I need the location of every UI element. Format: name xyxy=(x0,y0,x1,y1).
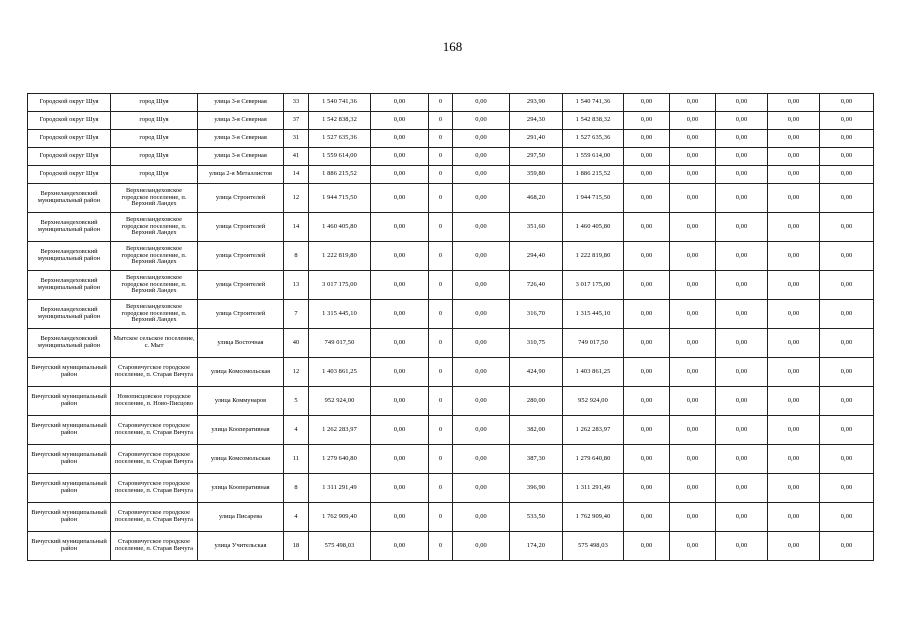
value-cell: 0,00 xyxy=(820,387,874,416)
value-cell: 0,00 xyxy=(716,271,768,300)
municipality-cell: Вичугский муниципальный район xyxy=(28,474,111,503)
value-cell: 0,00 xyxy=(624,242,670,271)
value-cell: 0,00 xyxy=(820,148,874,166)
value-cell: 0,00 xyxy=(670,300,716,329)
settlement-cell: Верхнеландеховское городское поселение, п. Верхний Ландех xyxy=(111,242,198,271)
settlement-cell: Старовичугское городское поселение, п. Старая Вичуга xyxy=(111,503,198,532)
house-number-cell: 33 xyxy=(284,94,309,112)
cost-cell: 1 559 614,00 xyxy=(563,148,624,166)
total-cost-cell: 1 279 640,80 xyxy=(309,445,371,474)
value-cell: 0,00 xyxy=(820,358,874,387)
value-cell: 0,00 xyxy=(624,532,670,561)
value-cell: 0,00 xyxy=(768,213,820,242)
value-cell: 0,00 xyxy=(820,213,874,242)
table-row xyxy=(28,148,874,166)
house-number-cell: 37 xyxy=(284,112,309,130)
house-number-cell: 4 xyxy=(284,503,309,532)
value-cell: 0,00 xyxy=(670,166,716,184)
municipality-cell: Верхнеландеховский муниципальный район xyxy=(28,213,111,242)
value-cell: 0,00 xyxy=(453,300,510,329)
cost-cell: 1 944 715,50 xyxy=(563,184,624,213)
value-cell: 0 xyxy=(429,358,453,387)
municipality-cell: Вичугский муниципальный район xyxy=(28,532,111,561)
cost-cell: 1 460 405,80 xyxy=(563,213,624,242)
table-row xyxy=(28,474,874,503)
value-cell: 0,00 xyxy=(453,358,510,387)
value-cell: 0,00 xyxy=(371,148,429,166)
municipality-cell: Городской округ Шуя xyxy=(28,166,111,184)
table-row xyxy=(28,130,874,148)
value-cell: 0,00 xyxy=(716,94,768,112)
value-cell: 0,00 xyxy=(670,532,716,561)
value-cell: 0,00 xyxy=(716,474,768,503)
table-row xyxy=(28,532,874,561)
value-cell: 0 xyxy=(429,503,453,532)
municipality-cell: Городской округ Шуя xyxy=(28,148,111,166)
value-cell: 0,00 xyxy=(371,329,429,358)
value-cell: 0,00 xyxy=(820,242,874,271)
value-cell: 0 xyxy=(429,416,453,445)
cost-cell: 3 017 175,00 xyxy=(563,271,624,300)
value-cell: 0 xyxy=(429,300,453,329)
settlement-cell: город Шуя xyxy=(111,148,198,166)
total-cost-cell: 1 762 909,40 xyxy=(309,503,371,532)
street-cell: улица Комсомольская xyxy=(198,358,284,387)
cost-cell: 1 222 819,80 xyxy=(563,242,624,271)
street-cell: улица Коммунаров xyxy=(198,387,284,416)
value-cell: 0,00 xyxy=(820,474,874,503)
total-cost-cell: 1 315 445,10 xyxy=(309,300,371,329)
value-cell: 0,00 xyxy=(371,300,429,329)
house-number-cell: 12 xyxy=(284,184,309,213)
value-cell: 0,00 xyxy=(453,184,510,213)
value-cell: 0,00 xyxy=(453,416,510,445)
value-cell: 0,00 xyxy=(453,503,510,532)
area-cell: 316,70 xyxy=(510,300,563,329)
total-cost-cell: 1 540 741,36 xyxy=(309,94,371,112)
settlement-cell: город Шуя xyxy=(111,166,198,184)
table-row xyxy=(28,213,874,242)
house-number-cell: 14 xyxy=(284,213,309,242)
street-cell: улица 3-я Северная xyxy=(198,94,284,112)
area-cell: 424,90 xyxy=(510,358,563,387)
value-cell: 0,00 xyxy=(624,416,670,445)
cost-cell: 575 498,03 xyxy=(563,532,624,561)
value-cell: 0,00 xyxy=(624,271,670,300)
total-cost-cell: 1 944 715,50 xyxy=(309,184,371,213)
value-cell: 0,00 xyxy=(371,242,429,271)
value-cell: 0,00 xyxy=(670,213,716,242)
value-cell: 0,00 xyxy=(716,503,768,532)
street-cell: улица 3-я Северная xyxy=(198,130,284,148)
value-cell: 0 xyxy=(429,271,453,300)
cost-cell: 1 527 635,36 xyxy=(563,130,624,148)
settlement-cell: Старовичугское городское поселение, п. Старая Вичуга xyxy=(111,474,198,503)
value-cell: 0,00 xyxy=(768,416,820,445)
value-cell: 0,00 xyxy=(670,329,716,358)
house-number-cell: 8 xyxy=(284,242,309,271)
total-cost-cell: 1 886 215,52 xyxy=(309,166,371,184)
house-number-cell: 41 xyxy=(284,148,309,166)
value-cell: 0 xyxy=(429,387,453,416)
cost-cell: 1 762 909,40 xyxy=(563,503,624,532)
value-cell: 0,00 xyxy=(820,532,874,561)
street-cell: улица Строителей xyxy=(198,213,284,242)
value-cell: 0,00 xyxy=(768,445,820,474)
house-number-cell: 40 xyxy=(284,329,309,358)
value-cell: 0,00 xyxy=(768,148,820,166)
value-cell: 0,00 xyxy=(371,474,429,503)
table-row xyxy=(28,416,874,445)
table-row xyxy=(28,166,874,184)
municipality-cell: Вичугский муниципальный район xyxy=(28,358,111,387)
value-cell: 0,00 xyxy=(624,300,670,329)
table-row xyxy=(28,300,874,329)
value-cell: 0,00 xyxy=(768,358,820,387)
value-cell: 0,00 xyxy=(820,329,874,358)
value-cell: 0,00 xyxy=(453,474,510,503)
value-cell: 0,00 xyxy=(371,416,429,445)
table-row xyxy=(28,329,874,358)
value-cell: 0,00 xyxy=(820,271,874,300)
value-cell: 0,00 xyxy=(670,445,716,474)
value-cell: 0 xyxy=(429,184,453,213)
value-cell: 0 xyxy=(429,445,453,474)
value-cell: 0,00 xyxy=(768,300,820,329)
value-cell: 0,00 xyxy=(624,445,670,474)
value-cell: 0,00 xyxy=(670,242,716,271)
value-cell: 0,00 xyxy=(716,358,768,387)
value-cell: 0,00 xyxy=(820,166,874,184)
value-cell: 0,00 xyxy=(453,387,510,416)
total-cost-cell: 749 017,50 xyxy=(309,329,371,358)
municipality-cell: Вичугский муниципальный район xyxy=(28,387,111,416)
municipality-cell: Верхнеландеховский муниципальный район xyxy=(28,242,111,271)
value-cell: 0,00 xyxy=(624,329,670,358)
value-cell: 0,00 xyxy=(670,184,716,213)
value-cell: 0,00 xyxy=(624,94,670,112)
value-cell: 0,00 xyxy=(371,445,429,474)
area-cell: 291,40 xyxy=(510,130,563,148)
page-number: 168 xyxy=(442,39,463,54)
value-cell: 0,00 xyxy=(820,184,874,213)
area-cell: 382,00 xyxy=(510,416,563,445)
value-cell: 0,00 xyxy=(670,503,716,532)
area-cell: 359,80 xyxy=(510,166,563,184)
value-cell: 0,00 xyxy=(716,148,768,166)
table-row xyxy=(28,445,874,474)
area-cell: 294,40 xyxy=(510,242,563,271)
value-cell: 0,00 xyxy=(624,184,670,213)
cost-cell: 1 311 291,49 xyxy=(563,474,624,503)
settlement-cell: Верхнеландеховское городское поселение, п. Верхний Ландех xyxy=(111,184,198,213)
value-cell: 0,00 xyxy=(820,94,874,112)
house-number-cell: 12 xyxy=(284,358,309,387)
area-cell: 297,50 xyxy=(510,148,563,166)
house-number-cell: 14 xyxy=(284,166,309,184)
house-number-cell: 7 xyxy=(284,300,309,329)
municipality-cell: Верхнеландеховский муниципальный район xyxy=(28,271,111,300)
value-cell: 0,00 xyxy=(670,358,716,387)
value-cell: 0 xyxy=(429,112,453,130)
value-cell: 0,00 xyxy=(820,503,874,532)
value-cell: 0,00 xyxy=(371,94,429,112)
house-number-cell: 18 xyxy=(284,532,309,561)
value-cell: 0,00 xyxy=(768,532,820,561)
value-cell: 0,00 xyxy=(768,184,820,213)
total-cost-cell: 1 311 291,49 xyxy=(309,474,371,503)
house-number-cell: 4 xyxy=(284,416,309,445)
cost-cell: 1 262 283,97 xyxy=(563,416,624,445)
value-cell: 0,00 xyxy=(371,387,429,416)
table-row xyxy=(28,387,874,416)
settlement-cell: Старовичугское городское поселение, п. Старая Вичуга xyxy=(111,532,198,561)
value-cell: 0,00 xyxy=(453,242,510,271)
value-cell: 0,00 xyxy=(670,416,716,445)
street-cell: улица Строителей xyxy=(198,184,284,213)
value-cell: 0 xyxy=(429,94,453,112)
settlement-cell: город Шуя xyxy=(111,130,198,148)
total-cost-cell: 1 403 861,25 xyxy=(309,358,371,387)
value-cell: 0,00 xyxy=(624,387,670,416)
municipality-cell: Верхнеландеховский муниципальный район xyxy=(28,184,111,213)
settlement-cell: город Шуя xyxy=(111,94,198,112)
value-cell: 0,00 xyxy=(371,166,429,184)
value-cell: 0,00 xyxy=(820,112,874,130)
value-cell: 0,00 xyxy=(371,112,429,130)
settlement-cell: Верхнеландеховское городское поселение, п. Верхний Ландех xyxy=(111,213,198,242)
area-cell: 351,60 xyxy=(510,213,563,242)
value-cell: 0,00 xyxy=(768,329,820,358)
value-cell: 0,00 xyxy=(624,358,670,387)
value-cell: 0,00 xyxy=(716,130,768,148)
municipality-cell: Верхнеландеховский муниципальный район xyxy=(28,300,111,329)
total-cost-cell: 952 924,00 xyxy=(309,387,371,416)
table-row xyxy=(28,358,874,387)
street-cell: улица Строителей xyxy=(198,300,284,329)
value-cell: 0 xyxy=(429,130,453,148)
value-cell: 0,00 xyxy=(453,329,510,358)
municipality-cell: Вичугский муниципальный район xyxy=(28,416,111,445)
street-cell: улица Кооперативная xyxy=(198,474,284,503)
house-number-cell: 8 xyxy=(284,474,309,503)
value-cell: 0,00 xyxy=(453,148,510,166)
value-cell: 0,00 xyxy=(670,130,716,148)
total-cost-cell: 1 542 838,32 xyxy=(309,112,371,130)
value-cell: 0,00 xyxy=(768,242,820,271)
settlement-cell: Верхнеландеховское городское поселение, п. Верхний Ландех xyxy=(111,271,198,300)
total-cost-cell: 1 559 614,00 xyxy=(309,148,371,166)
total-cost-cell: 1 460 405,80 xyxy=(309,213,371,242)
house-number-cell: 11 xyxy=(284,445,309,474)
cost-cell: 1 886 215,52 xyxy=(563,166,624,184)
value-cell: 0,00 xyxy=(670,148,716,166)
value-cell: 0,00 xyxy=(768,387,820,416)
street-cell: улица Писарева xyxy=(198,503,284,532)
municipality-cell: Городской округ Шуя xyxy=(28,130,111,148)
street-cell: улица Комсомольская xyxy=(198,445,284,474)
value-cell: 0 xyxy=(429,242,453,271)
street-cell: улица 3-я Северная xyxy=(198,148,284,166)
value-cell: 0,00 xyxy=(768,130,820,148)
value-cell: 0,00 xyxy=(670,387,716,416)
value-cell: 0,00 xyxy=(820,445,874,474)
total-cost-cell: 1 222 819,80 xyxy=(309,242,371,271)
area-cell: 726,40 xyxy=(510,271,563,300)
area-cell: 468,20 xyxy=(510,184,563,213)
value-cell: 0,00 xyxy=(453,94,510,112)
value-cell: 0,00 xyxy=(768,166,820,184)
housing-register-table xyxy=(27,93,874,561)
street-cell: улица 3-я Северная xyxy=(198,112,284,130)
value-cell: 0,00 xyxy=(371,130,429,148)
value-cell: 0,00 xyxy=(453,166,510,184)
municipality-cell: Вичугский муниципальный район xyxy=(28,445,111,474)
area-cell: 387,30 xyxy=(510,445,563,474)
value-cell: 0,00 xyxy=(716,387,768,416)
area-cell: 294,30 xyxy=(510,112,563,130)
street-cell: улица Восточная xyxy=(198,329,284,358)
total-cost-cell: 1 262 283,97 xyxy=(309,416,371,445)
value-cell: 0,00 xyxy=(670,474,716,503)
value-cell: 0,00 xyxy=(624,148,670,166)
value-cell: 0 xyxy=(429,474,453,503)
street-cell: улица 2-я Металлистов xyxy=(198,166,284,184)
total-cost-cell: 3 017 175,00 xyxy=(309,271,371,300)
value-cell: 0,00 xyxy=(453,112,510,130)
cost-cell: 952 924,00 xyxy=(563,387,624,416)
table-row xyxy=(28,184,874,213)
value-cell: 0,00 xyxy=(716,242,768,271)
area-cell: 293,90 xyxy=(510,94,563,112)
municipality-cell: Верхнеландеховский муниципальный район xyxy=(28,329,111,358)
area-cell: 396,90 xyxy=(510,474,563,503)
street-cell: улица Кооперативная xyxy=(198,416,284,445)
value-cell: 0,00 xyxy=(820,300,874,329)
value-cell: 0,00 xyxy=(624,503,670,532)
value-cell: 0,00 xyxy=(670,94,716,112)
settlement-cell: Старовичугское городское поселение, п. Старая Вичуга xyxy=(111,445,198,474)
value-cell: 0,00 xyxy=(768,474,820,503)
value-cell: 0,00 xyxy=(624,112,670,130)
value-cell: 0,00 xyxy=(624,130,670,148)
value-cell: 0,00 xyxy=(371,184,429,213)
settlement-cell: Старовичугское городское поселение, п. Старая Вичуга xyxy=(111,416,198,445)
house-number-cell: 5 xyxy=(284,387,309,416)
value-cell: 0 xyxy=(429,213,453,242)
cost-cell: 1 279 640,80 xyxy=(563,445,624,474)
value-cell: 0,00 xyxy=(371,271,429,300)
value-cell: 0,00 xyxy=(716,184,768,213)
settlement-cell: Новописцовское городское поселение, п. Ново-Писцово xyxy=(111,387,198,416)
area-cell: 533,50 xyxy=(510,503,563,532)
area-cell: 280,00 xyxy=(510,387,563,416)
table-row xyxy=(28,94,874,112)
value-cell: 0,00 xyxy=(670,271,716,300)
street-cell: улица Строителей xyxy=(198,271,284,300)
value-cell: 0,00 xyxy=(371,213,429,242)
value-cell: 0,00 xyxy=(716,213,768,242)
value-cell: 0,00 xyxy=(453,445,510,474)
value-cell: 0,00 xyxy=(768,503,820,532)
value-cell: 0,00 xyxy=(716,416,768,445)
street-cell: улица Строителей xyxy=(198,242,284,271)
value-cell: 0,00 xyxy=(453,130,510,148)
value-cell: 0,00 xyxy=(453,271,510,300)
municipality-cell: Вичугский муниципальный район xyxy=(28,503,111,532)
table-row xyxy=(28,112,874,130)
house-number-cell: 13 xyxy=(284,271,309,300)
area-cell: 174,20 xyxy=(510,532,563,561)
table-row xyxy=(28,503,874,532)
value-cell: 0,00 xyxy=(624,166,670,184)
value-cell: 0,00 xyxy=(716,166,768,184)
table-row xyxy=(28,271,874,300)
street-cell: улица Учительская xyxy=(198,532,284,561)
value-cell: 0,00 xyxy=(716,532,768,561)
value-cell: 0 xyxy=(429,148,453,166)
area-cell: 310,75 xyxy=(510,329,563,358)
value-cell: 0,00 xyxy=(716,329,768,358)
total-cost-cell: 575 498,03 xyxy=(309,532,371,561)
cost-cell: 1 540 741,36 xyxy=(563,94,624,112)
value-cell: 0,00 xyxy=(768,112,820,130)
municipality-cell: Городской округ Шуя xyxy=(28,112,111,130)
cost-cell: 749 017,50 xyxy=(563,329,624,358)
value-cell: 0,00 xyxy=(371,503,429,532)
value-cell: 0,00 xyxy=(453,532,510,561)
value-cell: 0,00 xyxy=(820,416,874,445)
cost-cell: 1 403 861,25 xyxy=(563,358,624,387)
total-cost-cell: 1 527 635,36 xyxy=(309,130,371,148)
cost-cell: 1 315 445,10 xyxy=(563,300,624,329)
value-cell: 0,00 xyxy=(371,358,429,387)
settlement-cell: город Шуя xyxy=(111,112,198,130)
value-cell: 0,00 xyxy=(716,112,768,130)
value-cell: 0,00 xyxy=(716,300,768,329)
value-cell: 0,00 xyxy=(820,130,874,148)
value-cell: 0,00 xyxy=(670,112,716,130)
settlement-cell: Старовичугское городское поселение, п. Старая Вичуга xyxy=(111,358,198,387)
cost-cell: 1 542 838,32 xyxy=(563,112,624,130)
value-cell: 0,00 xyxy=(768,271,820,300)
value-cell: 0,00 xyxy=(768,94,820,112)
municipality-cell: Городской округ Шуя xyxy=(28,94,111,112)
value-cell: 0,00 xyxy=(624,213,670,242)
settlement-cell: Верхнеландеховское городское поселение, п. Верхний Ландех xyxy=(111,300,198,329)
value-cell: 0,00 xyxy=(624,474,670,503)
house-number-cell: 31 xyxy=(284,130,309,148)
value-cell: 0,00 xyxy=(453,213,510,242)
value-cell: 0 xyxy=(429,329,453,358)
value-cell: 0,00 xyxy=(371,532,429,561)
value-cell: 0 xyxy=(429,532,453,561)
value-cell: 0 xyxy=(429,166,453,184)
table-row xyxy=(28,242,874,271)
value-cell: 0,00 xyxy=(716,445,768,474)
settlement-cell: Мытское сельское поселение, с. Мыт xyxy=(111,329,198,358)
